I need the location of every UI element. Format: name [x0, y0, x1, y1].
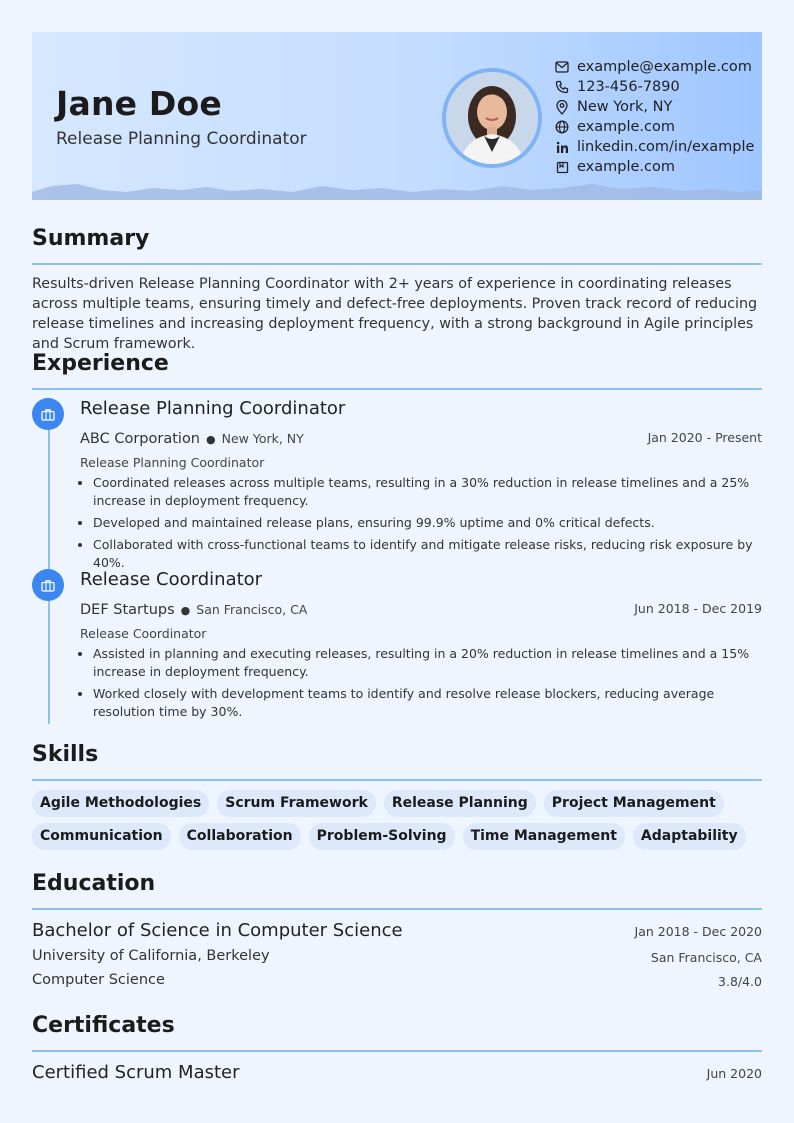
- header-wave-decoration: [32, 180, 762, 200]
- certificate-date: Jun 2020: [706, 1066, 762, 1081]
- job-date: Jun 2018 - Dec 2019: [634, 601, 762, 616]
- skill-chip: Agile Methodologies: [32, 790, 209, 817]
- job-bullet: • Coordinated releases across multiple teams, resulting in a 30% reduction in release timelines and a 25% increase in deployment frequency.: [93, 474, 762, 510]
- mail-icon: [554, 59, 570, 75]
- contact-website[interactable]: [554, 117, 754, 137]
- contact-portfolio[interactable]: [554, 157, 754, 177]
- education-field: Computer Science: [32, 972, 165, 988]
- candidate-name: Jane Doe: [56, 84, 222, 123]
- job-subtitle: Release Coordinator: [80, 626, 207, 641]
- contact-location-text: New York, NY: [577, 99, 673, 115]
- separator-dot: ●: [180, 604, 191, 617]
- skills-list: [32, 790, 762, 856]
- education-heading: Education: [32, 871, 156, 896]
- education-school-row: [32, 948, 762, 970]
- linkedin-icon: [554, 139, 570, 155]
- contact-email[interactable]: [554, 57, 754, 77]
- location-pin-icon: [554, 99, 570, 115]
- skills-divider: [32, 779, 762, 781]
- education-field-row: [32, 972, 762, 994]
- contact-location: [554, 97, 754, 117]
- skills-row: [32, 790, 762, 817]
- certificate-name: Certified Scrum Master: [32, 1062, 240, 1083]
- skill-chip: Collaboration: [179, 823, 301, 850]
- skills-heading: Skills: [32, 742, 99, 767]
- contact-linkedin[interactable]: [554, 137, 754, 157]
- education-school: University of California, Berkeley: [32, 948, 270, 964]
- education-gpa: 3.8/4.0: [718, 974, 762, 989]
- contact-email-text: example@example.com: [577, 59, 752, 75]
- briefcase-icon: [32, 398, 64, 430]
- education-date: Jan 2018 - Dec 2020: [634, 924, 762, 939]
- globe-icon: [554, 119, 570, 135]
- certificates-divider: [32, 1050, 762, 1052]
- profile-photo-illustration: [446, 72, 538, 164]
- skills-row: [32, 823, 762, 850]
- experience-item: [80, 569, 762, 725]
- job-company-row: [80, 428, 762, 452]
- contact-linkedin-text: linkedin.com/in/example: [577, 139, 755, 155]
- briefcase-icon: [32, 569, 64, 601]
- contact-phone-text: 123-456-7890: [577, 79, 680, 95]
- education-degree-row: [32, 920, 762, 946]
- job-bullet: • Developed and maintained release plans, ensuring 99.9% uptime and 0% critical defects.: [93, 514, 762, 532]
- certificates-heading: Certificates: [32, 1013, 175, 1038]
- candidate-role: Release Planning Coordinator: [56, 129, 307, 149]
- certificate-item: [32, 1062, 762, 1088]
- skill-chip: Communication: [32, 823, 171, 850]
- education-degree: Bachelor of Science in Computer Science: [32, 920, 403, 941]
- education-location: San Francisco, CA: [650, 950, 762, 965]
- job-location: San Francisco, CA: [196, 602, 308, 617]
- job-date: Jan 2020 - Present: [647, 430, 762, 445]
- job-bullet: • Collaborated with cross-functional teams to identify and mitigate release risks, reducing risk exposure by 40%.: [93, 536, 762, 572]
- separator-dot: ●: [206, 433, 216, 446]
- job-title: Release Planning Coordinator: [80, 398, 346, 419]
- profile-photo: [442, 68, 542, 168]
- summary-heading: Summary: [32, 226, 150, 251]
- skill-chip: Problem-Solving: [309, 823, 455, 850]
- job-company-row: [80, 599, 762, 623]
- contact-list: [554, 57, 754, 177]
- contact-website-text: example.com: [577, 119, 675, 135]
- job-title: Release Coordinator: [80, 569, 263, 590]
- contact-portfolio-text: example.com: [577, 159, 675, 175]
- skill-chip: Scrum Framework: [217, 790, 376, 817]
- job-bullet: • Worked closely with development teams to identify and resolve release blockers, reducing average resolution time by 30%.: [93, 685, 762, 721]
- job-location: New York, NY: [221, 431, 304, 446]
- skill-chip: Project Management: [544, 790, 724, 817]
- experience-heading: Experience: [32, 351, 169, 376]
- skill-chip: Release Planning: [384, 790, 536, 817]
- job-subtitle: Release Planning Coordinator: [80, 455, 265, 470]
- experience-item: [80, 398, 762, 576]
- contact-phone[interactable]: [554, 77, 754, 97]
- job-bullet: • Assisted in planning and executing releases, resulting in a 20% reduction in release timelines and a 15% increase in deployment frequency.: [93, 645, 762, 681]
- summary-divider: [32, 263, 762, 265]
- skill-chip: Adaptability: [633, 823, 746, 850]
- summary-text: Results-driven Release Planning Coordinator with 2+ years of experience in coordinating releases across multiple teams, ensuring timely and defect-free deployments. Proven track record of reducing release timelines and increasing deployment frequency, with a strong background in Agile principles and Scrum framework.: [32, 276, 758, 352]
- resume-header: [32, 32, 762, 200]
- job-bullets: [80, 474, 762, 572]
- job-company: DEF Startups: [80, 602, 175, 618]
- job-bullets: [80, 645, 762, 721]
- phone-icon: [554, 79, 570, 95]
- education-divider: [32, 908, 762, 910]
- bookmark-icon: [554, 159, 570, 175]
- skill-chip: Time Management: [463, 823, 625, 850]
- experience-divider: [32, 388, 762, 390]
- job-company: ABC Corporation: [80, 431, 201, 447]
